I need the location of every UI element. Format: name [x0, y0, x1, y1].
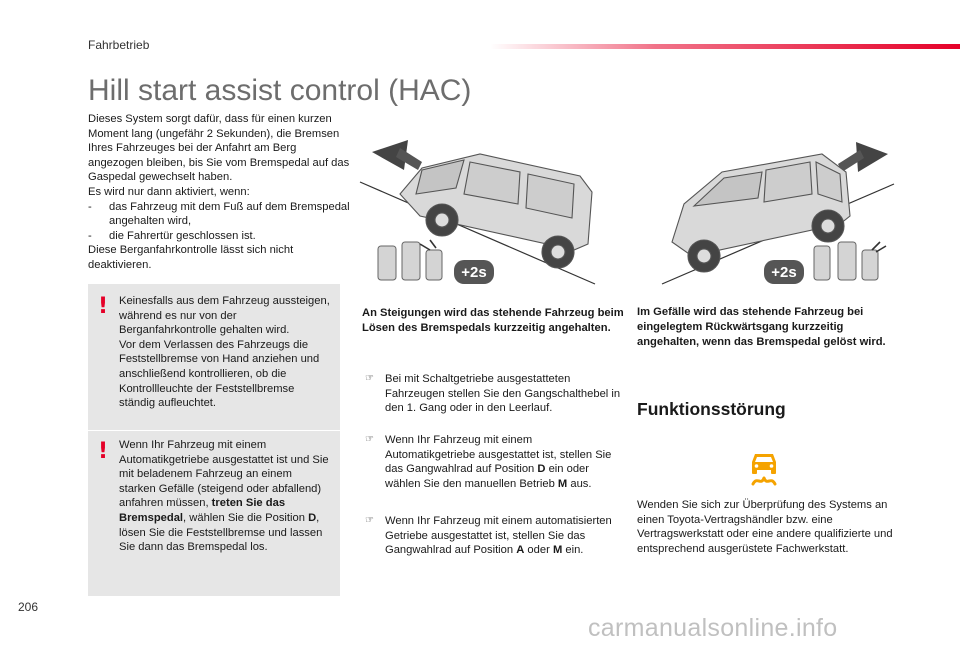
- intro-section: [88, 112, 350, 273]
- condition-item: [88, 229, 350, 244]
- instruction-text: Wenn Ihr Fahrzeug mit einem Automatikgetriebe ausgestattet ist, stellen Sie das Gangwahlrad auf Position D ein oder wählen Sie den manuellen Betrieb M aus.: [385, 434, 612, 490]
- warning-emphasis: treten Sie das Bremspedal: [119, 497, 286, 524]
- skid-warning-icon: [745, 450, 783, 488]
- warning-box-leaving-vehicle: [88, 284, 340, 430]
- uphill-caption: An Steigungen wird das stehende Fahrzeug beim Lösen des Bremspedals kurzzeitig angehalten.: [362, 307, 624, 334]
- forward-arrow-icon: [372, 140, 422, 170]
- dash-marker: -: [88, 229, 92, 242]
- warning-exclamation-icon: !: [98, 294, 109, 319]
- condition-item: [88, 200, 350, 229]
- warning-text-line: Vor dem Verlassen des Fahrzeugs die Feststellbremse von Hand anziehen und anschließend kontrollieren, ob die Kontrollleuchte der Feststellbremse ständig aufleuchtet.: [119, 338, 320, 410]
- downhill-caption: Im Gefälle wird das stehende Fahrzeug bei eingelegtem Rückwärtsgang kurzzeitig angehalten, wenn das Bremspedal gelöst wird.: [637, 306, 886, 348]
- pointing-hand-icon: ☞: [365, 373, 374, 384]
- warning-text-part: , wählen Sie die Position: [183, 511, 309, 524]
- instruction-text: Wenn Ihr Fahrzeug mit einem automatisierten Getriebe ausgestattet ist, stellen Sie das Gangwahlrad auf Position A oder M ein.: [385, 515, 612, 557]
- instruction-item-automated: [365, 514, 623, 558]
- warning-emphasis: D: [308, 511, 317, 524]
- intro-paragraph: Dieses System sorgt dafür, dass für einen kurzen Moment lang (ungefähr 2 Sekunden), die Bremsen Ihres Fahrzeuges bei der Anfahrt am Berg angezogen bleiben, bis Sie vom Bremspedal auf das Gaspedal gewechselt haben.: [88, 113, 350, 184]
- deactivation-note: Diese Berganfahrkontrolle lässt sich nicht deaktivieren.: [88, 244, 294, 271]
- malfunction-text: Wenden Sie sich zur Überprüfung des Systems an einen Toyota-Vertragshändler bzw. eine Vertragswerkstatt oder eine andere qualifizierte und entsprechend ausgerüstete Fachwerkstatt.: [637, 499, 893, 555]
- timer-label: +2s: [461, 264, 487, 281]
- warning-box-automatic: [88, 431, 340, 596]
- instruction-item-automatic: [365, 433, 623, 491]
- warning-exclamation-icon: !: [98, 439, 109, 464]
- header-accent-bar: [490, 44, 960, 49]
- instruction-item-manual: [365, 372, 623, 416]
- dash-marker: -: [88, 200, 92, 213]
- warning-text: [119, 294, 331, 411]
- warning-text-part: , lösen Sie die Feststellbremse und lassen Sie dann das Bremspedal los.: [119, 511, 323, 554]
- page-title: Hill start assist control (HAC): [88, 74, 472, 107]
- warning-text-part: Wenn Ihr Fahrzeug mit einem Automatikgetriebe ausgestattet ist und Sie mit beladenem Fahrzeug an einem starken Gefälle (steigend oder abfallend) anfahren müssen,: [119, 439, 329, 510]
- condition-text: die Fahrertür geschlossen ist.: [109, 229, 256, 242]
- timer-badge-icon: [764, 260, 804, 284]
- timer-label: +2s: [771, 264, 797, 281]
- reverse-arrow-icon: [838, 142, 888, 172]
- uphill-illustration: [360, 132, 628, 296]
- warning-text: [119, 438, 331, 555]
- timer-badge-icon: [454, 260, 494, 284]
- instruction-text: Bei mit Schaltgetriebe ausgestatteten Fahrzeugen stellen Sie den Gangschalthebel in den 1. Gang oder in den Leerlauf.: [385, 373, 621, 415]
- warning-text-line: Keinesfalls aus dem Fahrzeug aussteigen, während es nur von der Berganfahrkontrolle gehalten wird.: [119, 295, 330, 337]
- activation-lead: Es wird nur dann aktiviert, wenn:: [88, 185, 250, 198]
- pointing-hand-icon: ☞: [365, 434, 374, 445]
- page-number: 206: [18, 600, 39, 614]
- pedals-icon: [378, 240, 442, 280]
- pointing-hand-icon: ☞: [365, 515, 374, 526]
- downhill-illustration: [632, 132, 900, 296]
- condition-text: das Fahrzeug mit dem Fuß auf dem Bremspedal angehalten wird,: [109, 200, 350, 228]
- chapter-title: Fahrbetrieb: [88, 38, 150, 52]
- watermark-text: carmanualsonline.info: [588, 614, 838, 642]
- pedals-icon: [814, 242, 886, 280]
- malfunction-heading: Funktionsstörung: [637, 399, 786, 419]
